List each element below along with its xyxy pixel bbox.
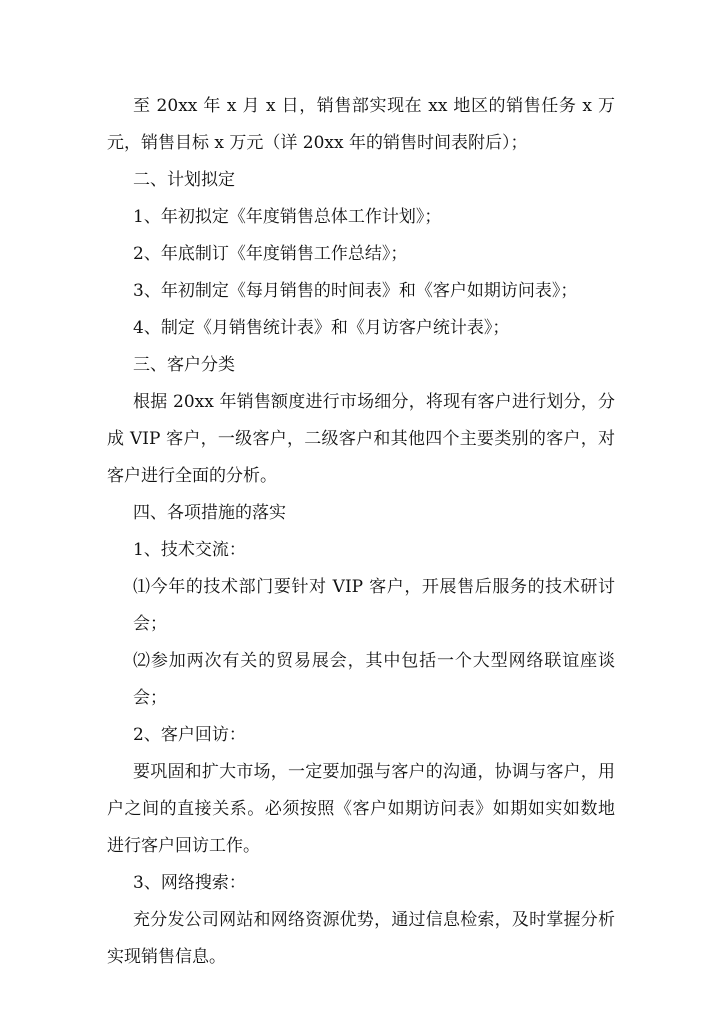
paragraph-customer-classification: 根据 20xx 年销售额度进行市场细分，将现有客户进行划分，分成 VIP 客户，一级客户，二级客户和其他四个主要类别的客户，对客户进行全面的分析。 [107,392,615,486]
heading-measures: 四、各项措施的落实 [133,503,286,523]
measure-customer-visit: 2、客户回访： [133,725,246,745]
measure-web-search: 3、网络搜索： [133,873,246,893]
document-body [107,88,615,976]
measure-tech-exchange: 1、技术交流： [133,540,246,560]
plan-item-4: 4、制定《月销售统计表》和《月访客户统计表》； [133,318,510,338]
heading-plan: 二、计划拟定 [133,170,235,190]
plan-item-3: 3、年初制定《每月销售的时间表》和《客户如期访问表》； [133,281,578,301]
plan-item-1: 1、年初拟定《年度销售总体工作计划》； [133,207,442,227]
paragraph-web-search: 充分发公司网站和网络资源优势，通过信息检索，及时掌握分析实现销售信息。 [107,910,615,967]
plan-item-2: 2、年底制订《年度销售工作总结》； [133,244,408,264]
paragraph-customer-visit: 要巩固和扩大市场，一定要加强与客户的沟通，协调与客户，用户之间的直接关系。必须按照《客户如期访问表》如期如实如数地进行客户回访工作。 [107,762,615,856]
tech-exchange-item-1: ⑴今年的技术部门要针对 VIP 客户，开展售后服务的技术研讨会； [133,577,615,634]
tech-exchange-item-2: ⑵参加两次有关的贸易展会，其中包括一个大型网络联谊座谈会； [133,651,615,708]
heading-customer-classification: 三、客户分类 [133,355,235,375]
paragraph-sales-summary: 至 20xx 年 x 月 x 日，销售部实现在 xx 地区的销售任务 x 万元，销售目标 x 万元（详 20xx 年的销售时间表附后）； [107,96,615,153]
